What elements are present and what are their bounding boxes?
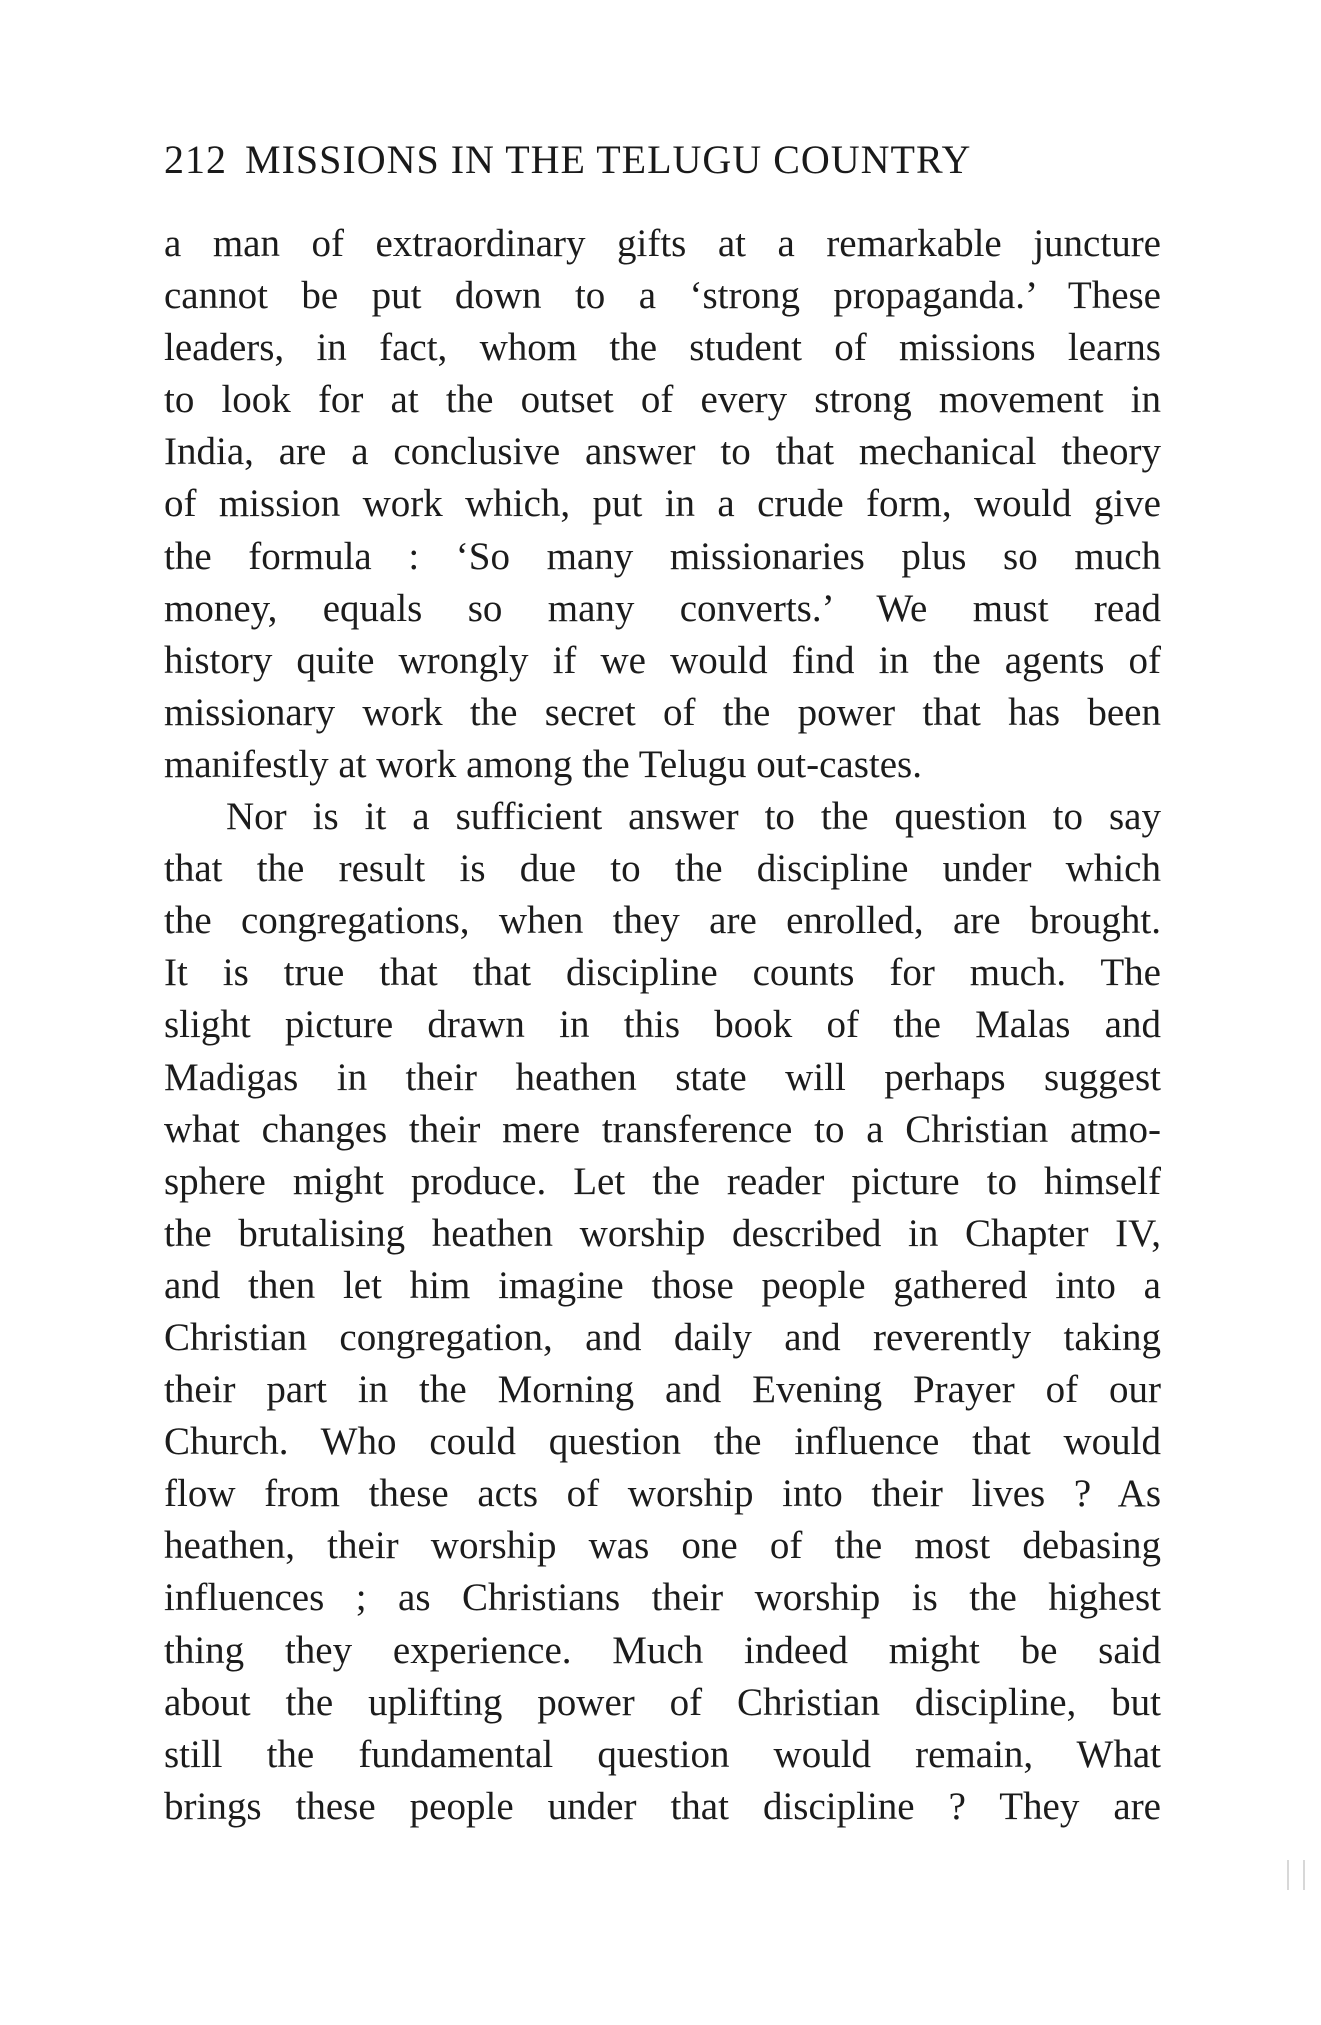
scan-mark	[1303, 1860, 1305, 1890]
text-line: sphere might produce. Let the reader picture to himself	[164, 1159, 1161, 1203]
text-line: heathen, their worship was one of the most debasing	[164, 1524, 1161, 1568]
text-line: history quite wrongly if we would find in the agents of	[164, 638, 1161, 682]
text-line: of mission work which, put in a crude form, would give	[164, 482, 1161, 526]
running-title: MISSIONS IN THE TELUGU COUNTRY	[245, 137, 972, 182]
text-line: India, are a conclusive answer to that mechanical theory	[164, 430, 1161, 474]
text-line: money, equals so many converts.’ We must read	[164, 586, 1161, 630]
text-line: still the fundamental question would remain, What	[164, 1732, 1161, 1776]
text-line: manifestly at work among the Telugu out-castes.	[164, 742, 922, 786]
text-line: thing they experience. Much indeed might be said	[164, 1628, 1161, 1672]
text-line: to look for at the outset of every strong movement in	[164, 378, 1161, 422]
text-line: a man of extraordinary gifts at a remarkable juncture	[164, 222, 1161, 265]
page-number: 212	[164, 137, 227, 182]
scan-edge-marks	[1283, 1860, 1311, 1890]
paragraph-2	[164, 791, 1161, 1833]
text-line: the formula : ‘So many missionaries plus so much	[164, 534, 1161, 578]
running-head	[164, 136, 1164, 184]
text-line: the brutalising heathen worship described in Chapter IV,	[164, 1211, 1161, 1255]
text-line: brings these people under that discipline ? They are	[164, 1784, 1161, 1828]
text-line: Christian congregation, and daily and reverently taking	[164, 1315, 1161, 1359]
text-line: the congregations, when they are enrolled, are brought.	[164, 899, 1161, 943]
text-line: Church. Who could question the influence that would	[164, 1420, 1161, 1464]
text-line: It is true that that discipline counts for much. The	[164, 951, 1161, 995]
text-line: Nor is it a sufficient answer to the question to say	[226, 795, 1161, 839]
text-line: flow from these acts of worship into their lives ? As	[164, 1472, 1161, 1516]
paragraph-1	[164, 218, 1161, 791]
text-line: Madigas in their heathen state will perhaps suggest	[164, 1055, 1161, 1099]
text-line: that the result is due to the discipline under which	[164, 847, 1161, 891]
text-line: about the uplifting power of Christian discipline, but	[164, 1680, 1161, 1724]
text-line: cannot be put down to a ‘strong propaganda.’ These	[164, 274, 1161, 318]
text-line: influences ; as Christians their worship is the highest	[164, 1576, 1161, 1620]
text-line: what changes their mere transference to a Christian atmo-	[164, 1107, 1161, 1151]
text-line: and then let him imagine those people gathered into a	[164, 1263, 1161, 1307]
body-text	[164, 218, 1161, 1833]
scan-mark	[1287, 1860, 1289, 1890]
text-line: leaders, in fact, whom the student of missions learns	[164, 326, 1161, 370]
text-line: their part in the Morning and Evening Prayer of our	[164, 1368, 1161, 1412]
text-line: missionary work the secret of the power that has been	[164, 690, 1161, 734]
text-line: slight picture drawn in this book of the Malas and	[164, 1003, 1161, 1047]
